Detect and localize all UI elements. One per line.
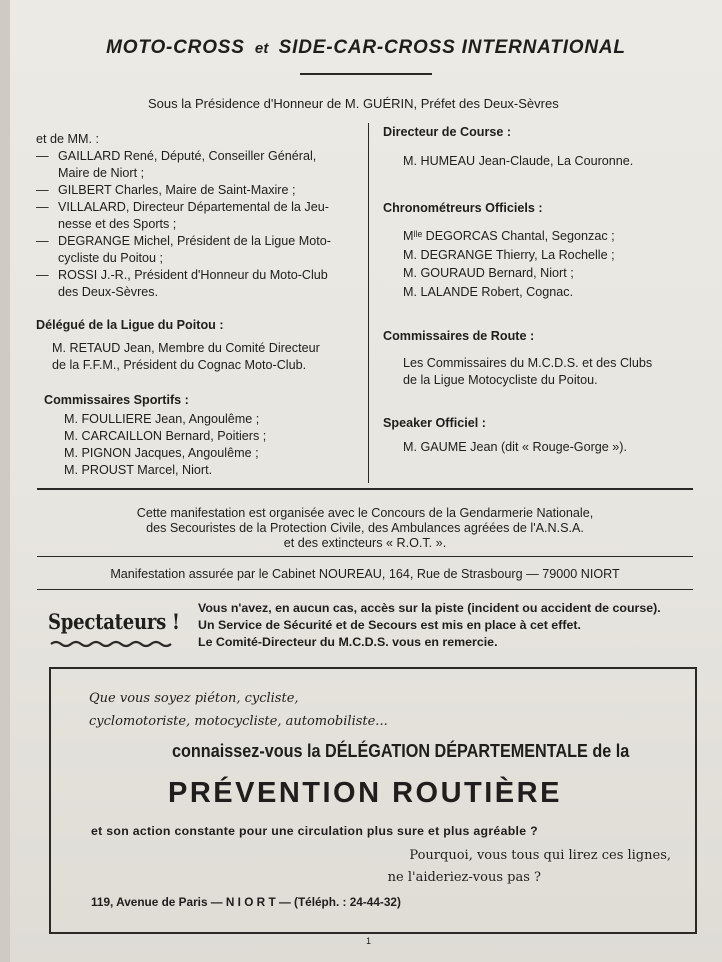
commissaires-sportifs-heading: Commissaires Sportifs : — [44, 393, 189, 407]
commissaires-route-heading: Commissaires de Route : — [383, 329, 535, 343]
list-dash: — — [36, 234, 49, 248]
commissaires-sportifs-list — [36, 411, 366, 479]
list-item: M. GOURAUD Bernard, Niort ; — [403, 266, 574, 280]
list-item: M. DEGRANGE Thierry, La Rochelle ; — [403, 247, 615, 262]
spectateurs-notice: Vous n'avez, en aucun cas, accès sur la piste (incident ou accident de course). Un Service de Sécurité et de Secours est mis en place à cet effet. Le Comité-Directeur du M.C.D.S. vous en remercie. — [198, 601, 661, 649]
honor-intro: et de MM. : — [36, 132, 99, 146]
list-item — [36, 148, 366, 182]
page-title: MOTO-CROSS et SIDE-CAR-CROSS INTERNATIONAL — [106, 37, 626, 58]
prevention-address: 119, Avenue de Paris — N I O R T — (Téléph. : 24-44-32) — [91, 895, 401, 909]
speaker-heading: Speaker Officiel : — [383, 416, 486, 430]
prevention-headline: PRÉVENTION ROUTIÈRE — [168, 777, 562, 809]
list-item: M. LALANDE Robert, Cognac. — [403, 284, 574, 299]
delegue-line: M. RETAUD Jean, Membre du Comité Directeur — [52, 341, 320, 355]
list-item-text: GILBERT Charles, Maire de Saint-Maxire ; — [58, 183, 296, 197]
chronometreurs-heading: Chronométreurs Officiels : — [383, 201, 543, 215]
prevention-action: et son action constante pour une circulation plus sure et plus agréable ? — [91, 824, 538, 838]
list-item-text: VILLALARD, Directeur Départemental de la Jeu- nesse et des Sports ; — [58, 200, 329, 231]
title-underline — [300, 73, 432, 75]
list-dash: — — [36, 268, 49, 282]
prevention-routiere-box — [49, 667, 697, 934]
list-item-text: DEGRANGE Michel, Président de la Ligue Moto- cycliste du Poitou ; — [58, 234, 331, 265]
honor-members-list — [36, 148, 366, 301]
column-divider — [368, 123, 369, 483]
section-divider — [37, 556, 693, 557]
directeur-name: M. HUMEAU Jean-Claude, La Couronne. — [403, 154, 634, 168]
page-number: 1 — [366, 936, 372, 946]
prevention-question: connaissez-vous la DÉLÉGATION DÉPARTEMENTALE de la — [172, 741, 630, 761]
delegue-line: de la F.F.M., Président du Cognac Moto-Club. — [52, 358, 307, 372]
wavy-underline-icon — [50, 639, 172, 649]
list-item — [36, 233, 366, 267]
delegue-heading: Délégué de la Ligue du Poitou : — [36, 318, 224, 332]
organisation-notice: Cette manifestation est organisée avec le Concours de la Gendarmerie Nationale, des Secouristes de la Protection Civile, des Ambulances agréées de l'A.N.S.A. et des extincteurs « R.O.T. ». — [136, 506, 594, 550]
delegue-block — [36, 340, 366, 374]
list-item — [36, 267, 366, 301]
list-dash: — — [36, 200, 49, 214]
list-dash: — — [36, 183, 49, 197]
list-item: M. CARCAILLON Bernard, Poitiers ; — [64, 429, 267, 443]
list-item-text: ROSSI J.-R., Président d'Honneur du Moto-Club des Deux-Sèvres. — [58, 268, 328, 299]
directeur-heading: Directeur de Course : — [383, 125, 512, 139]
left-column — [36, 131, 366, 479]
list-dash: — — [36, 149, 49, 163]
right-column — [383, 124, 703, 456]
assurance-notice: Manifestation assurée par le Cabinet NOUREAU, 164, Rue de Strasbourg — 79000 NIORT — [110, 567, 620, 581]
list-item-text: GAILLARD René, Député, Conseiller Général, Maire de Niort ; — [58, 149, 317, 180]
list-item — [36, 199, 366, 233]
commissaires-route-text: Les Commissaires du M.C.D.S. et des Clubs de la Ligue Motocycliste du Poitou. — [403, 356, 653, 387]
section-divider — [37, 488, 693, 490]
prevention-appeal: Pourquoi, vous tous qui lirez ces lignes, ne l'aideriez-vous pas ? — [387, 848, 671, 885]
list-item — [36, 182, 366, 199]
speaker-name: M. GAUME Jean (dit « Rouge-Gorge »). — [403, 440, 627, 454]
list-item: M. PIGNON Jacques, Angoulême ; — [64, 446, 259, 460]
subtitle: Sous la Présidence d'Honneur de M. GUÉRIN, Préfet des Deux-Sèvres — [148, 96, 559, 111]
list-item: M. PROUST Marcel, Niort. — [64, 463, 213, 477]
prevention-intro: Que vous soyez piéton, cycliste, cyclomotoriste, motocycliste, automobiliste... — [89, 691, 388, 729]
section-divider — [37, 589, 693, 590]
list-item: Mˡˡᵉ DEGORCAS Chantal, Segonzac ; — [403, 229, 615, 243]
chronometreurs-list — [383, 227, 703, 301]
program-page — [10, 0, 722, 962]
spectateurs-heading: Spectateurs ! — [48, 609, 180, 634]
list-item: M. FOULLIERE Jean, Angoulême ; — [64, 412, 260, 426]
